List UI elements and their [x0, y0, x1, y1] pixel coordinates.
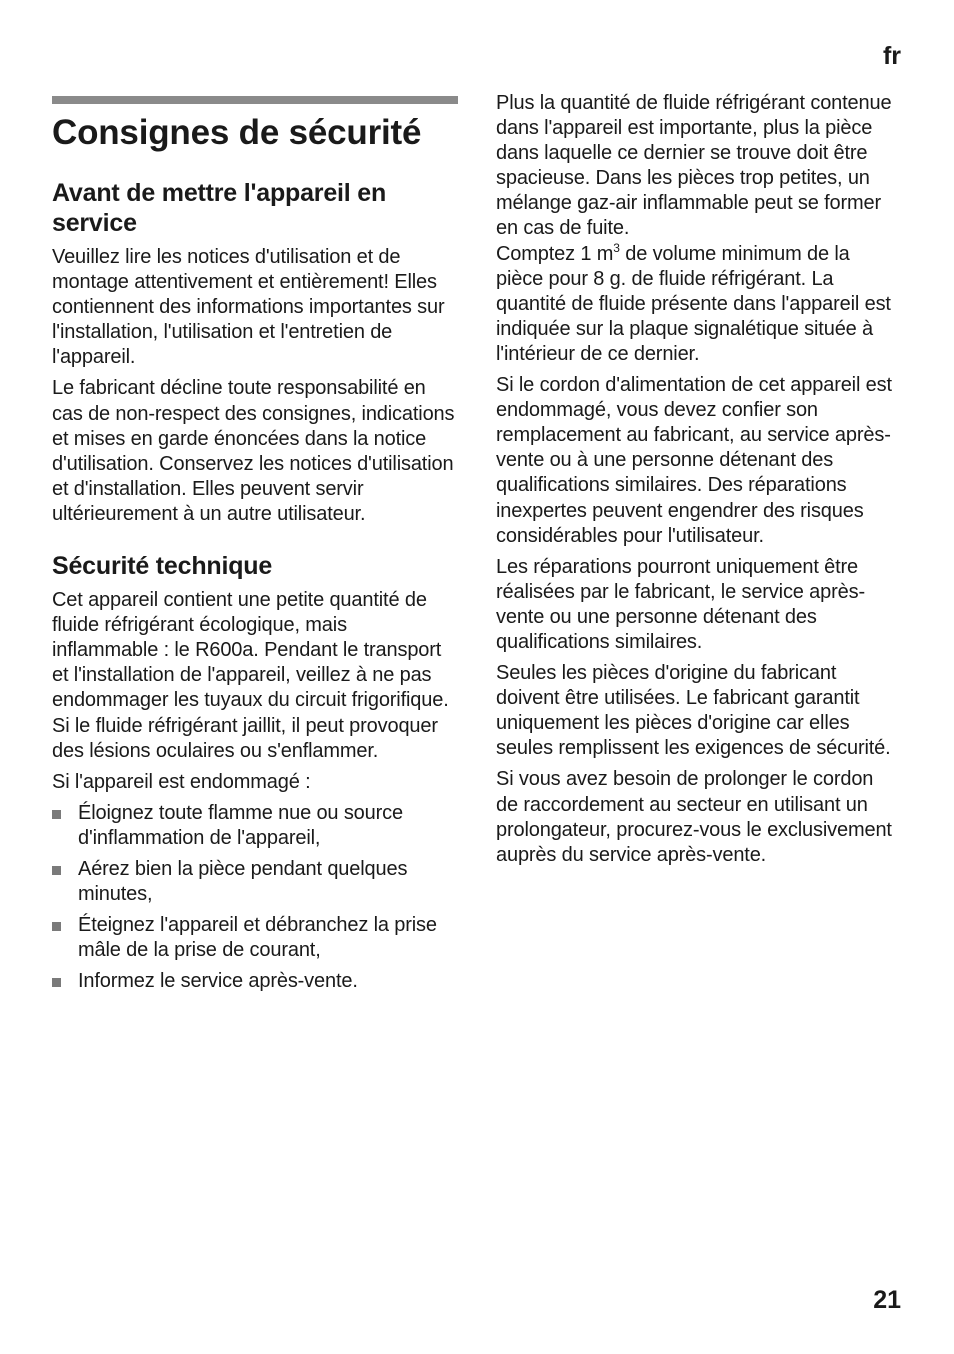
volume-note-start: Comptez 1 m	[496, 242, 614, 265]
page-title: Consignes de sécurité	[52, 113, 422, 152]
list-item-text: Informez le service après-vente.	[78, 970, 358, 993]
language-label: fr	[882, 42, 901, 70]
paragraph-room-size: Plus la quantité de fluide réfrigérant contenue dans l'appareil est importante, plus la pièce dans laquelle ce dernier se trouve doit être spacieuse. Dans les pièces trop petites, un mélange gaz-air inflammable peut se former en cas de fuite.	[496, 92, 892, 240]
page-number: 21	[873, 1286, 901, 1314]
paragraph-read-notices: Veuillez lire les notices d'utilisation et de montage attentivement et entièrement! Elles contiennent des informations importantes sur l'installation, l'utilisation et l'entretien de l'appareil.	[52, 246, 445, 369]
list-item-text: Éloignez toute flamme nue ou source d'inflammation de l'appareil,	[78, 801, 403, 849]
section-heading-service: Avant de mettre l'appareil en service	[52, 179, 387, 237]
square-bullet-icon	[52, 922, 61, 931]
paragraph-extension-cord: Si vous avez besoin de prolonger le cordon de raccordement au secteur en utilisant un prolongateur, procurez-vous le exclusivement auprès du service après-vente.	[496, 768, 892, 866]
volume-note-exponent: 3	[613, 240, 620, 255]
section-rule	[52, 96, 458, 104]
square-bullet-icon	[52, 810, 61, 819]
list-item	[52, 801, 458, 851]
paragraph-repairs: Les réparations pourront uniquement être réalisées par le fabricant, le service après-vente ou une personne détenant des qualifications similaires.	[496, 555, 865, 653]
section-heading-technical-safety: Sécurité technique	[52, 552, 273, 581]
left-flow	[52, 178, 458, 1000]
right-column	[496, 91, 900, 874]
list-item	[52, 857, 458, 907]
list-item	[52, 969, 458, 994]
volume-note-end: de volume minimum de la pièce pour 8 g. de fluide réfrigérant. La quantité de fluide présente dans l'appareil est indiquée sur la plaque signalétique située à l'intérieur de ce dernier.	[496, 242, 891, 365]
damage-steps-list	[52, 801, 458, 995]
list-item-text: Éteignez l'appareil et débranchez la prise mâle de la prise de courant,	[78, 914, 437, 962]
paragraph-if-damaged: Si l'appareil est endommagé :	[52, 770, 311, 793]
list-item	[52, 913, 458, 963]
square-bullet-icon	[52, 978, 61, 987]
paragraph-volume-note	[496, 242, 900, 367]
paragraph-power-cord: Si le cordon d'alimentation de cet appareil est endommagé, vous devez confier son remplacement au fabricant, au service après-vente ou à une personne détenant des qualifications similaires. Des réparations inexpertes peuvent engendrer des risques considérables pour l'utilisateur.	[496, 374, 892, 547]
paragraph-refrigerant: Cet appareil contient une petite quantité de fluide réfrigérant écologique, mais inflammable : le R600a. Pendant le transport et l'installation de l'appareil, veillez à ne pas endommager les tuyaux du circuit frigorifique. Si le fluide réfrigérant jaillit, il peut provoquer des lésions oculaires ou s'enflammer.	[52, 589, 449, 762]
paragraph-original-parts: Seules les pièces d'origine du fabricant doivent être utilisées. Le fabricant garantit uniquement les pièces d'origine car elles seules remplissent les exigences de sécurité.	[496, 662, 891, 760]
paragraph-liability: Le fabricant décline toute responsabilité en cas de non-respect des consignes, indications et mises en garde énoncées dans la notice d'utilisation. Conservez les notices d'utilisation et d'installation. Elles peuvent servir ultérieurement à un autre utilisateur.	[52, 377, 455, 525]
square-bullet-icon	[52, 866, 61, 875]
list-item-text: Aérez bien la pièce pendant quelques minutes,	[78, 857, 408, 906]
